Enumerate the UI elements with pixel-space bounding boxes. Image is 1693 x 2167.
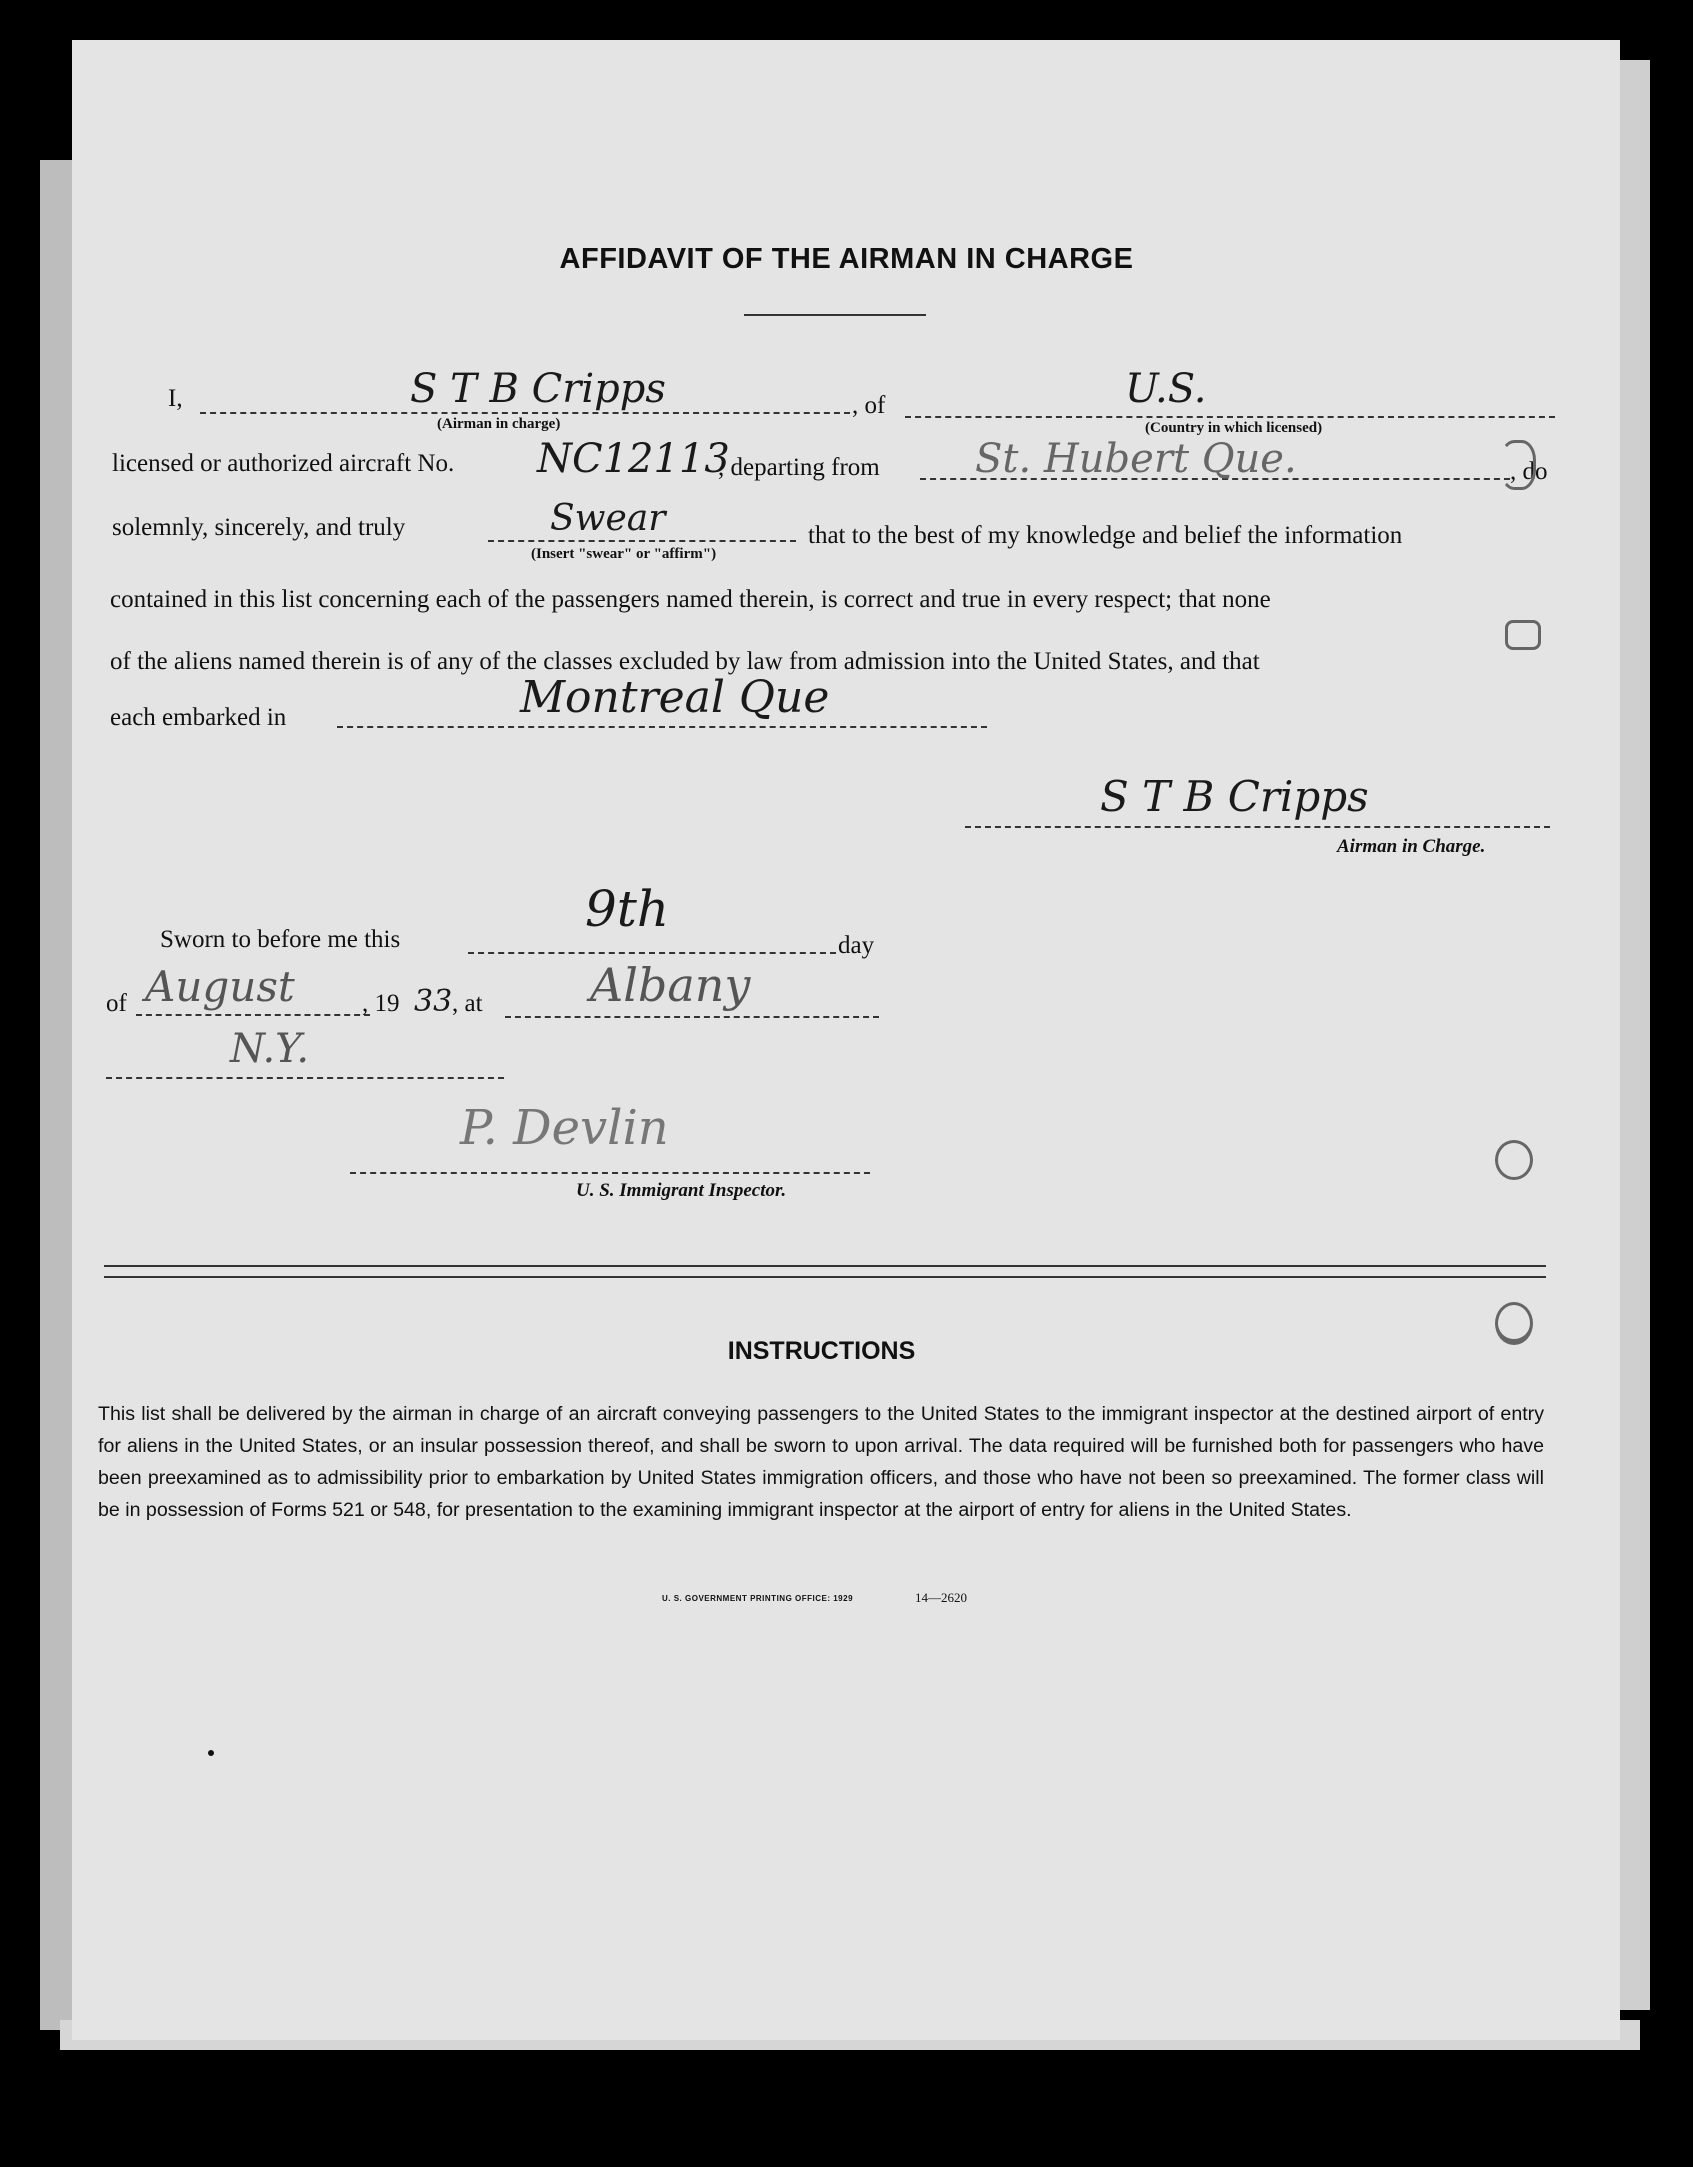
- line3-prefix: solemnly, sincerely, and truly: [112, 514, 406, 541]
- line2-suffix: , do: [1510, 458, 1548, 485]
- oath-line: [488, 540, 796, 542]
- airman-signature-caption: Airman in Charge.: [1337, 836, 1486, 857]
- instructions-body: This list shall be delivered by the airman in charge of an aircraft conveying passengers to the United States to the immigrant inspector at the destined airport of entry for aliens in the United States, or an insular possession thereof, and shall be sworn to upon arrival. The data required will be furnished both for passengers who have been preexamined as to admissibility prior to embarkation by United States immigration officers, and those who have not been so preexamined. The former class will be in possession of Forms 521 or 548, for presentation to the examining immigrant inspector at the airport of entry for aliens in the United States.: [98, 1403, 1544, 1521]
- airman-caption: (Airman in charge): [437, 416, 561, 432]
- line4: contained in this list concerning each of the passengers named therein, is correct and true in every respect; that none: [110, 586, 1271, 613]
- departing-place: St. Hubert Que.: [975, 436, 1297, 482]
- punch-hole-4: [1505, 620, 1541, 650]
- inspector-caption: U. S. Immigrant Inspector.: [576, 1180, 787, 1201]
- punch-hole-3: [1500, 440, 1536, 490]
- stray-mark: [208, 1750, 214, 1756]
- airman-name: S T B Cripps: [410, 366, 666, 412]
- line3-suffix: that to the best of my knowledge and belief the information: [808, 522, 1403, 549]
- section-divider-bottom: [104, 1276, 1546, 1278]
- embarked-line: [337, 726, 987, 728]
- sworn-month: August: [145, 962, 295, 1011]
- embarked-place: Montreal Que: [520, 672, 830, 723]
- sworn-day: 9th: [585, 880, 670, 938]
- country: U.S.: [1125, 366, 1207, 412]
- line2-departing-label: , departing from: [718, 454, 880, 481]
- oath-word: Swear: [550, 498, 666, 539]
- sworn-at-label: , at: [452, 990, 483, 1017]
- sworn-prefix: Sworn to before me this: [160, 926, 401, 953]
- sworn-place-line: [505, 1016, 879, 1018]
- sworn-extra-line: [106, 1077, 504, 1079]
- form-number: 14—2620: [915, 1590, 967, 1605]
- printer-imprint: U. S. GOVERNMENT PRINTING OFFICE: 1929: [662, 1594, 854, 1603]
- sworn-day-line: [468, 952, 836, 954]
- affidavit-title: AFFIDAVIT OF THE AIRMAN IN CHARGE: [559, 243, 1134, 275]
- airman-signature-line: [965, 826, 1550, 828]
- title-underline: [744, 314, 926, 316]
- line1-prefix: I,: [168, 385, 183, 412]
- instructions-heading: INSTRUCTIONS: [727, 1337, 916, 1365]
- oath-caption: (Insert "swear" or "affirm"): [531, 546, 717, 562]
- sworn-of-label: of: [106, 990, 127, 1017]
- country-caption: (Country in which licensed): [1145, 420, 1323, 436]
- sworn-month-line: [136, 1014, 370, 1016]
- line6-prefix: each embarked in: [110, 704, 287, 731]
- country-line: [905, 416, 1555, 418]
- aircraft-number: NC12113: [537, 436, 730, 482]
- line2-prefix: licensed or authorized aircraft No.: [112, 450, 455, 477]
- airman-signature: S T B Cripps: [1100, 772, 1369, 821]
- sworn-place: Albany: [590, 958, 751, 1012]
- sworn-year-prefix: , 19: [362, 990, 400, 1017]
- punch-hole-1: [1495, 1140, 1533, 1180]
- sworn-state: N.Y.: [230, 1026, 310, 1072]
- sworn-year: 33: [414, 984, 453, 1019]
- sworn-day-label: day: [838, 932, 875, 959]
- airman-name-line: [200, 412, 850, 414]
- punch-hole-2: [1495, 1302, 1533, 1345]
- inspector-signature: P. Devlin: [460, 1100, 669, 1156]
- section-divider-top: [104, 1265, 1546, 1267]
- line5: of the aliens named therein is of any of the classes excluded by law from admission into the United States, and that: [110, 648, 1260, 675]
- inspector-signature-line: [350, 1172, 870, 1174]
- line1-of-label: , of: [852, 392, 886, 419]
